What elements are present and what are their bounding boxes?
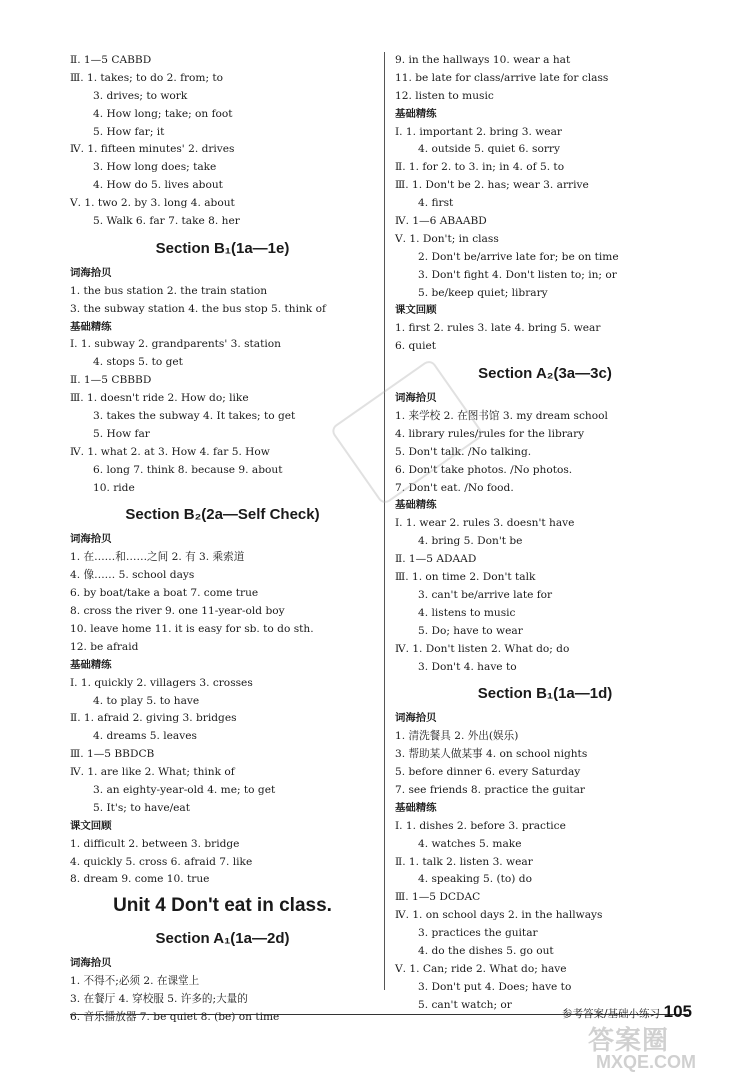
answer-line: Ⅴ. 1. Can; ride 2. What do; have <box>395 962 567 975</box>
answer-line: 3. drives; to work <box>93 89 188 102</box>
answer-line: Ⅱ. 1. afraid 2. giving 3. bridges <box>70 712 237 725</box>
answer-line: 6. by boat/take a boat 7. come true <box>70 587 259 600</box>
right-column <box>395 52 695 1015</box>
answer-line: 4. library rules/rules for the library <box>395 427 585 440</box>
answer-line: Ⅲ. 1—5 BBDCB <box>70 748 155 761</box>
answer-line: Ⅱ. 1—5 CBBBD <box>70 374 152 387</box>
answer-line: 4. dreams 5. leaves <box>93 730 197 743</box>
answer-line: Ⅰ. 1. important 2. bring 3. wear <box>395 125 562 138</box>
answer-line: Ⅳ. 1. Don't listen 2. What do; do <box>395 642 570 655</box>
answer-line: 6. quiet <box>395 340 436 353</box>
answer-line: 4. speaking 5. (to) do <box>418 873 532 886</box>
answer-line: 5. be/keep quiet; library <box>418 286 548 299</box>
answer-line: Ⅱ. 1—5 CABBD <box>70 54 152 66</box>
unit-title: Unit 4 Don't eat in class. <box>113 895 332 917</box>
answer-line: 5. Walk 6. far 7. take 8. her <box>93 215 240 228</box>
answer-line: Ⅴ. 1. Don't; in class <box>395 232 499 245</box>
answer-line: Ⅱ. 1. talk 2. listen 3. wear <box>395 855 533 868</box>
answer-line: 3. Don't fight 4. Don't listen to; in; or <box>418 268 617 281</box>
answer-line: 2. Don't be/arrive late for; be on time <box>418 250 619 263</box>
answer-line: 5. before dinner 6. every Saturday <box>395 766 581 779</box>
answer-line: Ⅰ. 1. dishes 2. before 3. practice <box>395 819 566 832</box>
answer-line: 11. be late for class/arrive late for class <box>395 71 609 84</box>
answer-line: Ⅲ. 1. on time 2. Don't talk <box>395 571 536 584</box>
section-heading: Section B₁(1a—1e) <box>155 239 290 257</box>
answer-line: 5. can't watch; or <box>418 998 512 1011</box>
subsection-label: 词海拾贝 <box>70 266 112 279</box>
answer-line: 6. long 7. think 8. because 9. about <box>93 463 283 476</box>
watermark-brand: 答案圈 <box>588 1025 670 1055</box>
answer-line: 1. 来学校 2. 在图书馆 3. my dream school <box>395 410 608 423</box>
subsection-label: 基础精练 <box>70 658 112 671</box>
answer-line: Ⅰ. 1. wear 2. rules 3. doesn't have <box>395 517 575 530</box>
answer-line: Ⅲ. 1. doesn't ride 2. How do; like <box>70 392 249 405</box>
answer-line: 5. How far <box>93 427 150 440</box>
subsection-label: 基础精练 <box>395 801 437 814</box>
answer-line: 1. the bus station 2. the train station <box>70 284 268 297</box>
section-heading: Section A₂(3a—3c) <box>478 365 612 383</box>
answer-line: Ⅳ. 1. what 2. at 3. How 4. far 5. How <box>70 445 270 458</box>
answer-line: 3. the subway station 4. the bus stop 5. think of <box>70 302 326 315</box>
answer-line: 4. bring 5. Don't be <box>418 535 523 548</box>
answer-line: 7. see friends 8. practice the guitar <box>395 783 585 796</box>
answer-line: 3. takes the subway 4. It takes; to get <box>93 410 296 423</box>
answer-line: Ⅱ. 1—5 ADAAD <box>395 553 477 566</box>
answer-line: 1. 在……和……之间 2. 有 3. 乘索道 <box>70 551 245 564</box>
answer-line: 3. practices the guitar <box>418 927 538 940</box>
answer-line: Ⅳ. 1. fifteen minutes' 2. drives <box>70 143 235 156</box>
answer-line: 4. outside 5. quiet 6. sorry <box>418 143 560 156</box>
answer-line: Ⅰ. 1. subway 2. grandparents' 3. station <box>70 338 281 351</box>
answer-line: Ⅲ. 1. Don't be 2. has; wear 3. arrive <box>395 179 589 192</box>
subsection-label: 词海拾贝 <box>395 712 437 725</box>
answer-line: Ⅰ. 1. quickly 2. villagers 3. crosses <box>70 676 253 689</box>
answer-line: 3. an eighty-year-old 4. me; to get <box>93 783 276 796</box>
answer-line: Ⅳ. 1. are like 2. What; think of <box>70 766 235 779</box>
answer-line: Ⅲ. 1. takes; to do 2. from; to <box>70 71 224 84</box>
answer-line: 4. listens to music <box>418 606 516 619</box>
subsection-label: 基础精练 <box>395 107 437 120</box>
answer-line: 12. be afraid <box>70 640 139 653</box>
watermark-url: MXQE.COM <box>596 1052 697 1072</box>
answer-line: 3. 帮助某人做某事 4. on school nights <box>395 748 588 761</box>
answer-line: 5. How far; it <box>93 125 165 138</box>
answer-line: 4. How long; take; on foot <box>93 107 233 120</box>
answer-line: 9. in the hallways 10. wear a hat <box>395 54 571 66</box>
subsection-label: 课文回顾 <box>395 304 437 317</box>
answer-line: 3. Don't put 4. Does; have to <box>418 980 572 993</box>
answer-line: 3. 在餐厅 4. 穿校服 5. 许多的;大量的 <box>70 993 248 1006</box>
answer-line: 10. leave home 11. it is easy for sb. to do sth. <box>70 622 314 635</box>
answer-line: 5. It's; to have/eat <box>93 801 191 814</box>
answer-line: Ⅱ. 1. for 2. to 3. in; in 4. of 5. to <box>395 161 565 174</box>
answer-line: 4. to play 5. to have <box>93 694 200 707</box>
answer-line: 1. first 2. rules 3. late 4. bring 5. wear <box>395 322 601 335</box>
answer-line: 4. stops 5. to get <box>93 356 183 369</box>
answer-line: 10. ride <box>93 481 135 494</box>
subsection-label: 基础精练 <box>70 320 112 333</box>
answer-line: 5. Do; have to wear <box>418 624 523 637</box>
footer-label: 参考答案/基础小练习 <box>561 1008 660 1020</box>
answer-line: Ⅳ. 1—6 ABAABD <box>395 215 487 228</box>
subsection-label: 词海拾贝 <box>70 957 112 970</box>
answer-line: 3. How long does; take <box>93 161 217 174</box>
answer-line: 4. 像…… 5. school days <box>70 569 195 582</box>
answer-line: 3. can't be/arrive late for <box>418 588 553 601</box>
subsection-label: 课文回顾 <box>70 819 112 832</box>
answer-line: 1. 清洗餐具 2. 外出(娱乐) <box>395 730 519 743</box>
column-divider <box>384 52 385 990</box>
subsection-label: 基础精练 <box>395 499 437 512</box>
page-number: 105 <box>663 1002 692 1021</box>
answer-line: 4. watches 5. make <box>418 837 522 850</box>
answer-line: 4. How do 5. lives about <box>93 179 223 192</box>
answer-line: Ⅲ. 1—5 DCDAC <box>395 891 481 904</box>
subsection-label: 词海拾贝 <box>70 533 112 546</box>
answer-line: Ⅳ. 1. on school days 2. in the hallways <box>395 909 603 922</box>
answer-line: 8. dream 9. come 10. true <box>70 873 210 886</box>
section-heading: Section B₂(2a—Self Check) <box>125 506 320 524</box>
answer-line: 1. difficult 2. between 3. bridge <box>70 837 240 850</box>
answer-line: 5. Don't talk. /No talking. <box>395 445 532 458</box>
answer-line: Ⅴ. 1. two 2. by 3. long 4. about <box>70 197 235 210</box>
answer-line: 12. listen to music <box>395 89 494 102</box>
section-heading: Section B₁(1a—1d) <box>477 685 613 703</box>
answer-line: 4. do the dishes 5. go out <box>418 944 554 957</box>
answer-line: 3. Don't 4. have to <box>418 660 517 673</box>
answer-line: 8. cross the river 9. one 11-year-old boy <box>70 605 285 618</box>
subsection-label: 词海拾贝 <box>395 392 437 405</box>
answer-line: 6. 音乐播放器 7. be quiet 8. (be) on time <box>70 1010 280 1023</box>
section-heading: Section A₁(1a—2d) <box>155 930 290 948</box>
left-column <box>70 52 375 1027</box>
answer-line: 4. quickly 5. cross 6. afraid 7. like <box>70 855 253 868</box>
answer-line: 6. Don't take photos. /No photos. <box>395 463 573 476</box>
answer-line: 1. 不得不;必须 2. 在课堂上 <box>70 975 200 988</box>
answer-line: 4. first <box>418 197 454 210</box>
answer-line: 7. Don't eat. /No food. <box>395 481 514 494</box>
